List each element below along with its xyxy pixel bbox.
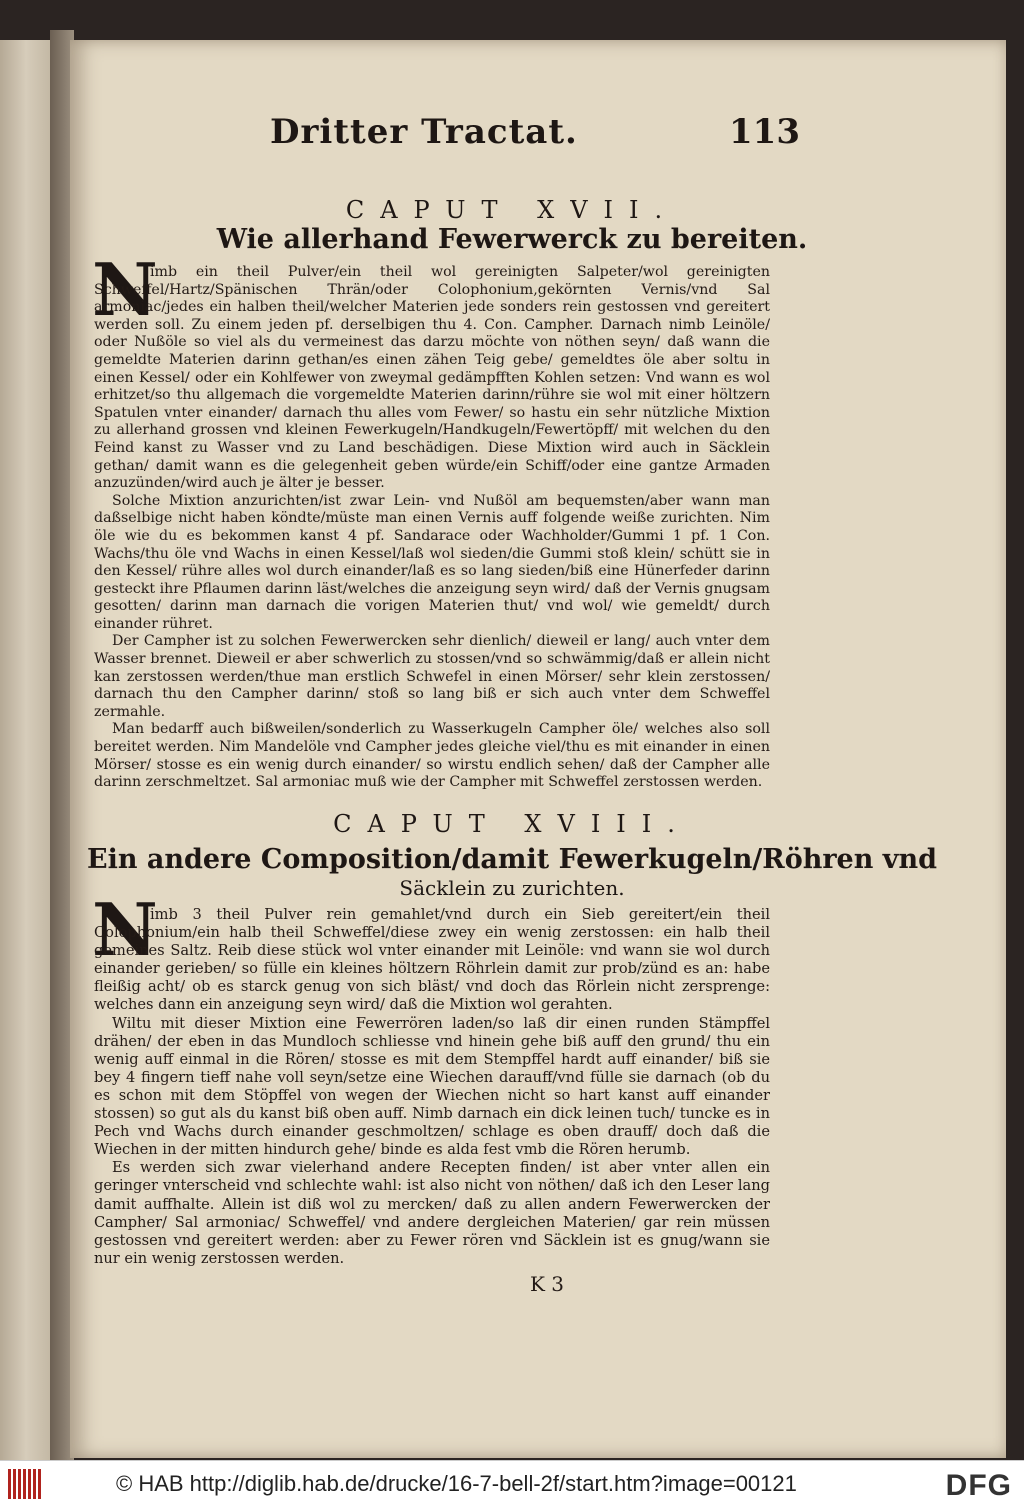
chapter-18-title: Ein andere Composition/damit Fewerkugeln/Röhren vnd [87, 844, 937, 875]
chapter-17-paragraph: Der Campher ist zu solchen Fewerwercken sehr dienlich/ dieweil er lang/ auch vnter dem Wasser brennet. Dieweil er aber schwerlich zu stossen/vnd so schwämmig/daß er allein nicht kan zerstossen werden/thue man erstlich Schwefel in einen Mörser/ sehr klein zerstossen/ darnach thu den Campher darinn/ stoß so lang biß er sich auch vnter dem Schweffel zermahle. [94, 633, 770, 720]
signature-mark: K 3 [530, 1272, 565, 1296]
chapter-18-dropcap: N [92, 887, 158, 972]
running-title: Dritter Tractat. [270, 112, 578, 152]
chapter-18-subtitle: Säcklein zu zurichten. [399, 876, 625, 900]
chapter-17-label: CAPUT XVII. [345, 196, 679, 224]
chapter-18-text [94, 906, 770, 1268]
chapter-17-paragraph: Man bedarff auch bißweilen/sonderlich zu Wasserkugeln Campher öle/ welches also soll bereitet werden. Nim Mandelöle vnd Campher jedes gleiche viel/thu es mit einander in einen Mörser/ stosse es ein wenig durch einander/ so wirstu endlich sehen/ daß der Campher alle darinn zerschmeltzet. Sal armoniac muß wie der Campher mit Schweffel zerstossen werden. [94, 721, 770, 791]
chapter-17-text [94, 264, 770, 792]
chapter-17-paragraph: imb ein theil Pulver/ein theil wol gereinigten Salpeter/wol gereinigten Schweffel/Hartz/Spänischen Thrän/oder Colophonium,gekörnten Vernis/vnd Sal armoniac/jedes ein halben theil/welcher Materien jede sonders rein gestossen vnd gereitert werden soll. Zu einem jeden pf. derselbigen thu 4. Con. Campher. Darnach nimb Leinöle/ oder Nußöle so viel als du vermeinest das darzu möchte von nöthen seyn/ daß wann die gemeldte Materien darinn gethan/es einen zähen Teig gebe/ gemeldtes öle aber soltu in einen Kessel/ oder ein Kohlfewer von zweymal gedämpfften Kohlen setzen: Vnd wann es wol erhitzet/so thu allgemach die vorgemeldte Materien darinn/rühre sie wol mit einer höltzern Spatulen vnter einander/ darnach thu alles vom Fewer/ so hastu ein sehr nützliche Mixtion zu allerhand grossen vnd kleinen Fewerkugeln/Handkugeln/Fewertöpff/ mit welchen du den Feind kanst zu Wasser vnd zu Land beschädigen. Diese Mixtion wird auch in Säcklein gethan/ damit wann es die gelegenheit geben würde/ein Schiff/oder eine gantze Armaden anzuzünden/wird auch je älter je besser. [94, 264, 770, 492]
chapter-17-title: Wie allerhand Fewerwerck zu bereiten. [216, 224, 808, 255]
chapter-18-paragraph: Es werden sich zwar vielerhand andere Recepten finden/ ist aber vnter allen ein geringer vnterscheid vnd schlechte wahl: ist also nicht von nöthen/ daß ich den Leser lang damit auffhalte. Allein ist diß wol zu mercken/ daß zu allen andern Fewerwercken der Campher/ Sal armoniac/ Schweffel/ vnd andere dergleichen Materien/ gar rein müssen gestossen vnd gereitert werden: aber zu Fewer rören vnd Säcklein ist es gnug/wann sie nur ein wenig zerstossen werden. [94, 1159, 770, 1267]
dfg-logo: DFG [945, 1469, 1012, 1502]
chapter-17-dropcap: N [92, 247, 158, 332]
hab-logo-icon [8, 1469, 48, 1501]
chapter-17-paragraph: Solche Mixtion anzurichten/ist zwar Lein- vnd Nußöl am bequemsten/aber wann man daßselbige nicht haben köndte/müste man einen Vernis auff folgende weiße zurichten. Nim öle wie du es bekommen kanst 4 pf. Sandarace oder Wachholder/Gummi 1 pf. 1 Con. Wachs/thu öle vnd Wachs in einen Kessel/laß wol sieden/die Gummi stoß klein/ schütt sie in den Kessel/ rühre alles wol durch einander/laß es so lang sieden/biß eine Hünerfeder darinn gesteckt ihre Pflaumen darinn läst/welches die anzeigung seyn wird/ daß der Vernis gnugsam gesotten/ darinn man darnach die vorigen Materien thut/ vnd wol/ wie gemeldt/ durch einander rühret. [94, 492, 770, 632]
chapter-18-paragraph: Wiltu mit dieser Mixtion eine Fewerrören laden/so laß dir einen runden Stämpffel drähen/ der eben in das Mundloch schliesse vnd hinein gehe biß auff den grund/ thu ein wenig auff einmal in die Rören/ stosse es mit dem Stempffel hardt auff einander/ biß sie bey 4 fingern tieff nahe voll seyn/setze eine Wiechen darauff/vnd fülle sie darnach (ob du es schon mit dem Stöpffel von wegen der Wiechen nicht so hart kanst auff einander stossen) so gut als du kanst biß oben auff. Nimb darnach ein dick leinen tuch/ tuncke es in Pech vnd Wachs durch einander geschmoltzen/ schlage es oben drauff/ doch daß die Wiechen in der mitten hindurch gehe/ binde es alda fest vmb die Rören herumb. [94, 1014, 770, 1159]
chapter-18-label: CAPUT XVIII. [333, 810, 691, 838]
running-head [270, 112, 800, 158]
copyright-link[interactable]: © HAB http://diglib.hab.de/drucke/16-7-bell-2f/start.htm?image=00121 [116, 1471, 797, 1496]
page-number: 113 [729, 112, 800, 152]
viewer-footer [0, 1460, 1024, 1509]
chapter-18-paragraph: imb 3 theil Pulver rein gemahlet/vnd durch ein Sieb gereitert/ein theil Colophonium/ein halb theil Schweffel/diese zwey ein wenig zerstossen: ein halb theil gemeines Saltz. Reib diese stück wol vnter einander mit Leinöle: vnd wann sie wol durch einander gerieben/ so fülle ein kleines höltzern Röhrlein damit zur prob/zünd es an: habe fleißig acht/ ob es starck genug von sich bläst/ vnd doch das Rörlein nicht zersprenge: welches dann ein anzeigung seyn wird/ daß die Mixtion wol gerahten. [94, 906, 770, 1014]
